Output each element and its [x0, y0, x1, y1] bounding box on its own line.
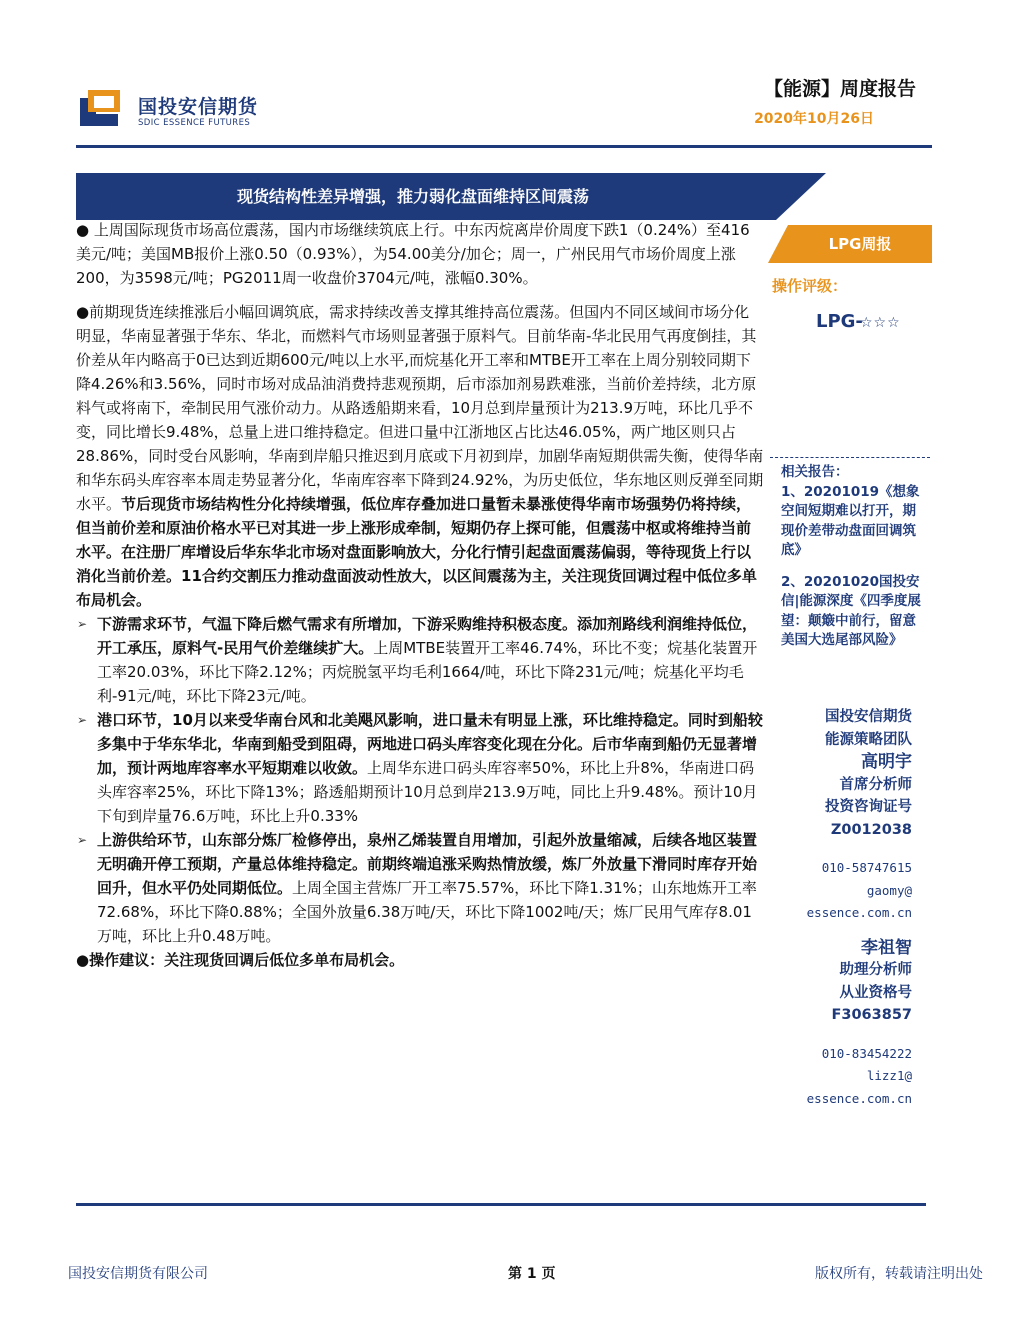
analyst-1-email-user[interactable]: gaomy@: [866, 882, 912, 898]
rating-value: LPG-: [816, 311, 863, 332]
related-report-1[interactable]: 1、20201019《想象空间短期难以打开，期现价差带动盘面回调筑底》: [781, 483, 920, 558]
related-title: 相关报告：: [781, 464, 849, 480]
analyst-team: [770, 706, 912, 1110]
analyst-1-phone: 010-58747615: [821, 860, 912, 875]
analyst-1-name: 高明宇: [861, 752, 912, 772]
analyst-2-email-user[interactable]: lizz1@: [866, 1068, 912, 1083]
analyst-2-phone: 010-83454222: [821, 1045, 912, 1061]
team-name: 能源策略团队: [825, 731, 912, 748]
bullet-triangle-icon: ➢: [77, 833, 88, 847]
demand-headline: 下游需求环节，气温下降后燃气需求有所增加，下游采购维持积极态度。添加剂路线利润维持低位，开工承压，原料气-民用气价差继续扩大。: [97, 615, 758, 657]
header-divider: [76, 145, 932, 148]
analyst-2-cert-label: 从业资格号: [839, 984, 912, 1001]
analyst-1-cert: Z0012038: [830, 821, 912, 838]
bullet-port: [76, 708, 764, 828]
rating-stars: ☆☆☆: [860, 315, 901, 331]
port-headline: 港口环节，10月以来受华南台风和北美飓风影响，进口量未有明显上涨，环比维持稳定。同时到船较多集中于华东华北，华南到船受到阻碍，两地进口码头库容变化现在分化。后市华南到船仍无显著增加，预计两地库容率水平短期难以收敛。: [97, 711, 763, 777]
report-type: 【能源】周度报告: [763, 78, 916, 100]
logo-text-cn: 国投安信期货: [138, 96, 259, 118]
analysis-text: ●前期现货连续推涨后小幅回调筑底，需求持续改善支撑其维持高位震荡。但国内不同区域间市场分化明显，华南显著强于华东、华北，而燃料气市场则显著强于原料气。目前华南-华北民用气再度倒挂，其价差从年内略高于0已达到近期600元/吨以上水平,而烷基化开工率和MTBE开工率在上周分别较同期下降4.26%和3.56%，同时市场对成品油消费持悲观预期，后市添加剂易跌难涨，当前价差持续，北方原料气或将南下，牵制民用气涨价动力。从路透船期来看，10月总到岸量预计为213.9万吨，环比几乎不变，同比增长9.48%，总量上进口维持稳定。但进口量中江浙地区占比达46.05%，两广地区则只占28.86%，同时受台风影响，华南到岸船只推迟到月底或下月初到岸，加剧华南短期供需失衡，使得华南和华东码头库容率本周走势显著分化，华南库容率下降到24.92%，为历史低位，华东地区则反弹至同期水平。: [76, 303, 764, 513]
analyst-2-cert: F3063857: [831, 1007, 912, 1023]
analyst-1-email-domain[interactable]: essence.com.cn: [806, 905, 912, 920]
footer-company: 国投安信期货有限公司: [68, 1266, 208, 1282]
report-body: [76, 218, 764, 972]
analysis-paragraph: [76, 300, 764, 612]
page-number: 第 1 页: [508, 1266, 556, 1282]
footer-divider: [76, 1203, 926, 1206]
report-date: 2020年10月26日: [754, 111, 874, 127]
company-logo-icon: [80, 90, 130, 130]
team-company: 国投安信期货: [825, 709, 912, 725]
analyst-1-title: 首席分析师: [839, 776, 912, 793]
rating-label: 操作评级：: [772, 277, 848, 295]
analyst-2-name: 李祖智: [861, 937, 912, 958]
bullet-demand: [76, 612, 764, 708]
related-report-2[interactable]: 2、20201020国投安信|能源深度《四季度展望：颠簸中前行，留意美国大选尾部风险》: [781, 573, 921, 648]
summary-paragraph: ● 上周国际现货市场高位震荡，国内市场继续筑底上行。中东丙烷离岸价周度下跌1（0.24%）至416美元/吨；美国MB报价上涨0.50（0.93%），为54.00美分/加仑；周一，广州民用气市场价周度上涨200，为3598元/吨；PG2011周一收盘价3704元/吨，涨幅0.30%。: [76, 221, 750, 287]
bullet-supply: [76, 828, 764, 948]
supply-headline: 上游供给环节，山东部分炼厂检修停出，泉州乙烯装置自用增加，引起外放量缩减，后续各地区装置无明确开停工预期，产量总体维持稳定。前期终端追涨采购热情放缓，炼厂外放量下滑同时库存开始回升，但水平仍处同期低位。: [97, 831, 758, 897]
analyst-1-cert-label: 投资咨询证号: [825, 799, 912, 815]
analyst-2-title: 助理分析师: [839, 962, 912, 978]
page-title: 现货结构性差异增强，推力弱化盘面维持区间震荡: [236, 187, 589, 206]
related-reports: [781, 463, 929, 651]
port-detail: 上周华东进口码头库容率50%，环比上升8%，华南进口码头库容率25%，环比下降13%；路透船期预计10月总到岸213.9万吨，同比上升9.48%。预计10月下旬到岸量76.6万吨，环比上升0.33%: [97, 759, 758, 825]
operation-advice: ●操作建议：关注现货回调后低位多单布局机会。: [76, 951, 405, 969]
analysis-conclusion: 节后现货市场结构性分化持续增强，低位库存叠加进口量暂未暴涨使得华南市场强势仍将持续，但当前价差和原油价格水平已对其进一步上涨形成牵制，短期仍存上探可能，但震荡中枢或将维持当前水平。在注册厂库增设后华东华北市场对盘面影响放大，分化行情引起盘面震荡偏弱，等待现货上行以消化当前价差。11合约交割压力推动盘面波动性放大，以区间震荡为主，关注现货回调过程中低位多单布局机会。: [76, 495, 757, 609]
bullet-triangle-icon: ➢: [77, 713, 88, 727]
bullet-triangle-icon: ➢: [77, 617, 88, 631]
analyst-2-email-domain[interactable]: essence.com.cn: [806, 1090, 912, 1106]
footer-copyright: 版权所有，转载请注明出处: [815, 1266, 983, 1282]
lpg-weekly-tab: LPG周报: [828, 235, 892, 253]
logo-text-en: SDIC ESSENCE FUTURES: [138, 118, 251, 128]
supply-detail: 上周全国主营炼厂开工率75.57%，环比下降1.31%；山东地炼开工率72.68%，环比下降0.88%；全国外放量6.38万吨/天，环比下降1002吨/天；炼厂民用气库存8.01万吨，环比上升0.48万吨。: [97, 879, 757, 945]
demand-detail: 上周MTBE装置开工率46.74%，环比不变；烷基化装置开工率20.03%，环比下降2.12%；丙烷脱氢平均毛利1664/吨，环比下降231元/吨；烷基化平均毛利-91元/吨，环比下降23元/吨。: [97, 639, 758, 705]
sidebar-divider: [770, 457, 930, 458]
